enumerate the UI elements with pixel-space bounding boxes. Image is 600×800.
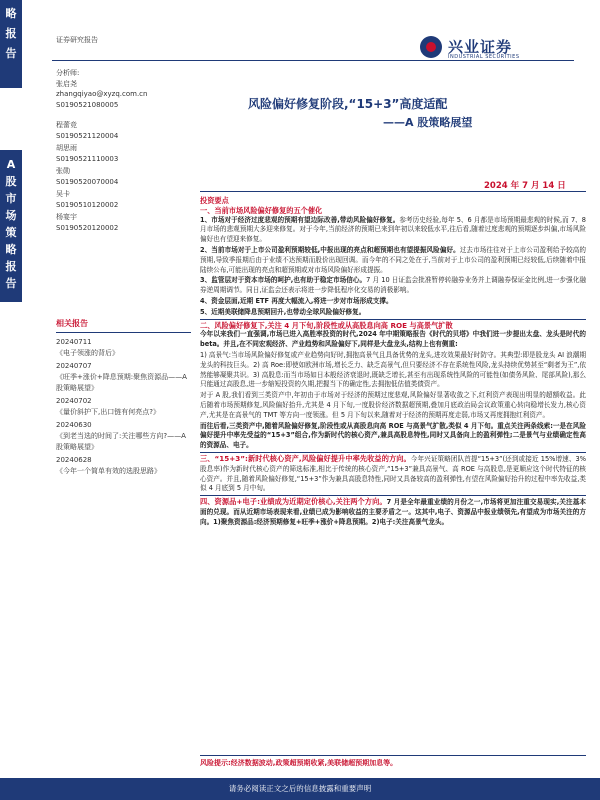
related-report-title: 《今年一个简单有效的选股思路》	[56, 467, 161, 475]
paragraph: 今年以来我们一直强调,市场已进入高胜率投资的时代,2024 年中期策略报告《时代的贝塔》中我们进一步提出太盘、龙头是时代的 beta。并且,在不同宏观经济、产业趋势和风险偏好下,同样是大盘龙头,结构上也有侧重:	[200, 330, 586, 349]
paragraph	[200, 276, 586, 296]
footer-bar	[0, 778, 600, 800]
related-report-date: 20240707	[56, 362, 92, 370]
paragraph	[200, 216, 586, 245]
analyst-cert: S0190521110003	[56, 154, 119, 163]
side-char: 股	[5, 175, 17, 188]
analyst-name: 张启尧	[56, 79, 77, 88]
analyst-assistant	[56, 120, 196, 141]
paragraph	[200, 454, 586, 494]
side-char: 告	[5, 47, 17, 60]
logo-mark-icon	[420, 36, 442, 58]
paragraph	[200, 246, 586, 275]
side-char: 市	[5, 192, 17, 205]
section-heading: 三、“15+3”:新时代核心资产,风险偏好提升中率先收益的方向。	[200, 453, 411, 463]
paragraph	[200, 308, 586, 318]
analyst-panel	[56, 68, 196, 235]
analyst-email: zhangqiyao@xyzq.com.cn	[56, 90, 148, 98]
side-char: 报	[5, 27, 17, 40]
report-body	[200, 196, 586, 529]
related-report-item[interactable]	[56, 396, 191, 418]
side-char: A	[6, 158, 16, 171]
analyst-assistant	[56, 143, 196, 164]
related-reports	[56, 318, 191, 479]
paragraph-lead: 5、近期美联储降息预期回升,也带动全球风险偏好修复。	[200, 307, 366, 316]
section-heading: 一、当前市场风险偏好修复的五个催化	[200, 205, 323, 215]
report-date: 2024 年 7 月 14 日	[484, 181, 566, 191]
related-report-item[interactable]	[56, 361, 191, 394]
related-report-date: 20240702	[56, 397, 92, 405]
analyst-cert: S0190521080005	[56, 100, 119, 109]
analyst-name: 程蕾竞	[56, 121, 77, 129]
related-report-item[interactable]	[56, 420, 191, 453]
date-divider	[200, 191, 586, 192]
side-strip	[0, 0, 22, 800]
side-char: 策	[5, 226, 17, 239]
logo-name: 兴业证券	[448, 38, 513, 56]
side-char: 报	[5, 260, 17, 273]
report-type-label: 证券研究报告	[56, 36, 98, 44]
paragraph-lead: 2、当前市场对于上市公司盈利预期较低,中报出现的亮点和超预期也有望提振风险偏好。	[200, 245, 460, 254]
related-report-title: 《量价斜护下,出口链有何亮点?》	[56, 408, 160, 416]
related-report-item[interactable]	[56, 455, 191, 477]
analyst-name: 杨宴宇	[56, 213, 77, 221]
paragraph-lead: 4、资金层面,近期 ETF 再度大幅流入,将进一步对市场形成支撑。	[200, 296, 393, 305]
side-tag-report	[0, 0, 22, 88]
analyst-assistant	[56, 212, 196, 233]
section-divider	[200, 452, 586, 453]
related-report-date: 20240630	[56, 421, 92, 429]
side-char: 告	[5, 277, 17, 290]
report-title: 风险偏好修复阶段,“15+3”高度适配	[248, 97, 448, 111]
analyst-name: 吴卡	[56, 190, 70, 198]
section-heading: 二、风险偏好修复下,关注 4 月下旬,阶段性或从高股息向高 ROE 与高景气扩散	[200, 320, 453, 330]
related-reports-title: 相关报告	[56, 318, 191, 333]
paragraph-lead: 1、市场对于经济过度悲观的预期有望边际改善,带动风险偏好修复。	[200, 215, 400, 224]
analyst-assistant	[56, 189, 196, 210]
header-divider	[52, 60, 574, 61]
paragraph-text: 过去市场往往对于上市公司盈利给予较高的预期,导致季报期后由于业绩不达预期而股价出现回调。而今年的不同之处在于,当前对于上市公司的盈利预期已经较低,后续随着中报陆续公布,可能出现的亮点和超预期或对市场风险偏好形成提振。	[200, 245, 586, 274]
risk-warning: 风险提示:经济数据波动,政策超预期收紧,美联储超预期加息等。	[200, 755, 586, 768]
paragraph: 1) 高景气:当市场风险偏好修复或产业趋势向好时,拥抱高景气且具备优势的龙头,进攻效果最好时防守。其典型:即是股龙头 AI 浪潮期龙头的科技巨头。2) 高 Roe:即使如欧洲市场,增长乏力、缺乏高景气,但只要经济不存在系统性风险,龙头持续优势甚至“剩者为王”,依然能够凝聚共识。3) 高股息:而当市场如日本般经济衰退时,既缺乏增长,甚至有出现系统性风险的可能性(如债务风险、尾部风险),那么只能通过高股息,进一步缩短投资的久期,把握当下的确定性,去拥抱低估值类债资产。	[200, 350, 586, 389]
section-heading: 四、资源品+电子:业绩成为近期定价核心,关注两个方向。	[200, 497, 387, 507]
analyst-role-label: 分析师:	[56, 69, 80, 77]
paragraph: 对于 A 股,我们看到三类资产中,年初由于市场对于经济的预期过度悲观,风险偏好显著收敛之下,红利资产表现出明显的超额收益。此后随着市场预期修复,风险偏好抬升,尤其是 4 月下旬,一度股价经济数据超预期,叠加月底政治局会议政策重心转向稳增长发力,核心资产,尤其是在高景气的 TMT 等方向一度领涨。但 5 月下旬以来,随着对于经济的预期再度走弱,市场又再度拥抱红利资产。	[200, 391, 586, 419]
analyst-cert: S0190520070004	[56, 177, 119, 186]
side-char: 略	[5, 243, 17, 256]
paragraph: 而往后看,三类资产中,随着风险偏好修复,阶段性或从高股息向高 ROE 与高景气扩散,类似 4 月下旬。重点关注两条线索:一是在风险偏好提升中率先受益的“15+3”组合,作为新时代的核心资产,兼具高股息特性,同时又具备向上的盈利弹性;二是景气与业绩确定性高的资源品、电子。	[200, 421, 586, 450]
related-report-title: 《旺季+涨价+降息预期:聚焦资源品——A 股策略展望》	[56, 373, 187, 392]
paragraph-text: 参考历史经验,每年 5、6 月都是市场预期最悲观的时候,而 7、8 月市场的悲观预期大多迎来修复。对于今年,当前经济的预期已来到年初以来较低水平,往后看,随着过度悲观的预期逐步纠偏,市场风险偏好也有望迎来修复。	[200, 215, 587, 244]
footer-disclaimer: 请务必阅读正文之后的信息披露和重要声明	[228, 784, 372, 793]
analyst-cert: S0190510120002	[56, 200, 119, 209]
paragraph-lead: 3、监管层对于资本市场的呵护,也有助于稳定市场信心。	[200, 276, 367, 285]
side-char: 场	[5, 209, 17, 222]
paragraph	[200, 297, 586, 307]
side-tag-category	[0, 150, 22, 302]
related-report-item[interactable]	[56, 337, 191, 359]
summary-label: 投资要点	[200, 196, 229, 205]
paragraph	[200, 497, 586, 527]
paragraph-text: 7 月是全年最重业绩的月份之一,市场将更加注重交易现实,关注基本面的兑现。而从近期市场表现来看,业绩已成为影响收益的主要矛盾之一。这其中,电子、资源品中报业绩领先,有望成为市场关注的方向。1)聚焦资源品:经济预期修复+旺季+涨价+降息预期。2)电子:关注高景气龙头。	[200, 498, 586, 526]
report-subtitle: ——A 股策略展望	[383, 116, 473, 129]
analyst-cert: S0190520120002	[56, 223, 119, 232]
related-report-date: 20240628	[56, 456, 92, 464]
related-report-title: 《到老当选的时间了:关注哪些方向?——A 股策略展望》	[56, 432, 186, 451]
related-report-title: 《电子领涨的背后》	[56, 349, 119, 357]
logo-name-en: INDUSTRIAL SECURITIES	[448, 54, 520, 60]
related-report-date: 20240711	[56, 338, 92, 346]
paragraph-text: 7 月 10 日证监会批准暂停转融券业务并上调融券保证金比例,进一步强化融券逆周期调节。同日,证监会还表示将进一步降低程序化交易的消极影响。	[200, 276, 587, 295]
analyst-main	[56, 79, 196, 111]
analyst-name: 胡思雨	[56, 144, 77, 152]
analyst-name: 张勋	[56, 167, 70, 175]
company-logo	[420, 36, 580, 60]
analyst-cert: S0190521120004	[56, 131, 119, 140]
section-divider	[200, 495, 586, 496]
paragraph-text: 今年兴证策略团队首提“15+3”(还到或接近 15%增速、3%股息率)作为新时代核心资产的筛选标准,相比于传统的核心资产,“15+3”兼具高景气、高 ROE 与高股息,是更顺应这个时代特征的核心资产。并且,随着风险偏好修复,“15+3”作为兼具高股息特性,同时又具备较高的盈利弹性,有望在风险偏好抬升的过程中率先收益,类似 4 月底到 5 月中旬。	[200, 454, 586, 493]
side-char: 略	[5, 7, 17, 20]
section-divider	[200, 319, 586, 320]
analyst-assistant	[56, 166, 196, 187]
